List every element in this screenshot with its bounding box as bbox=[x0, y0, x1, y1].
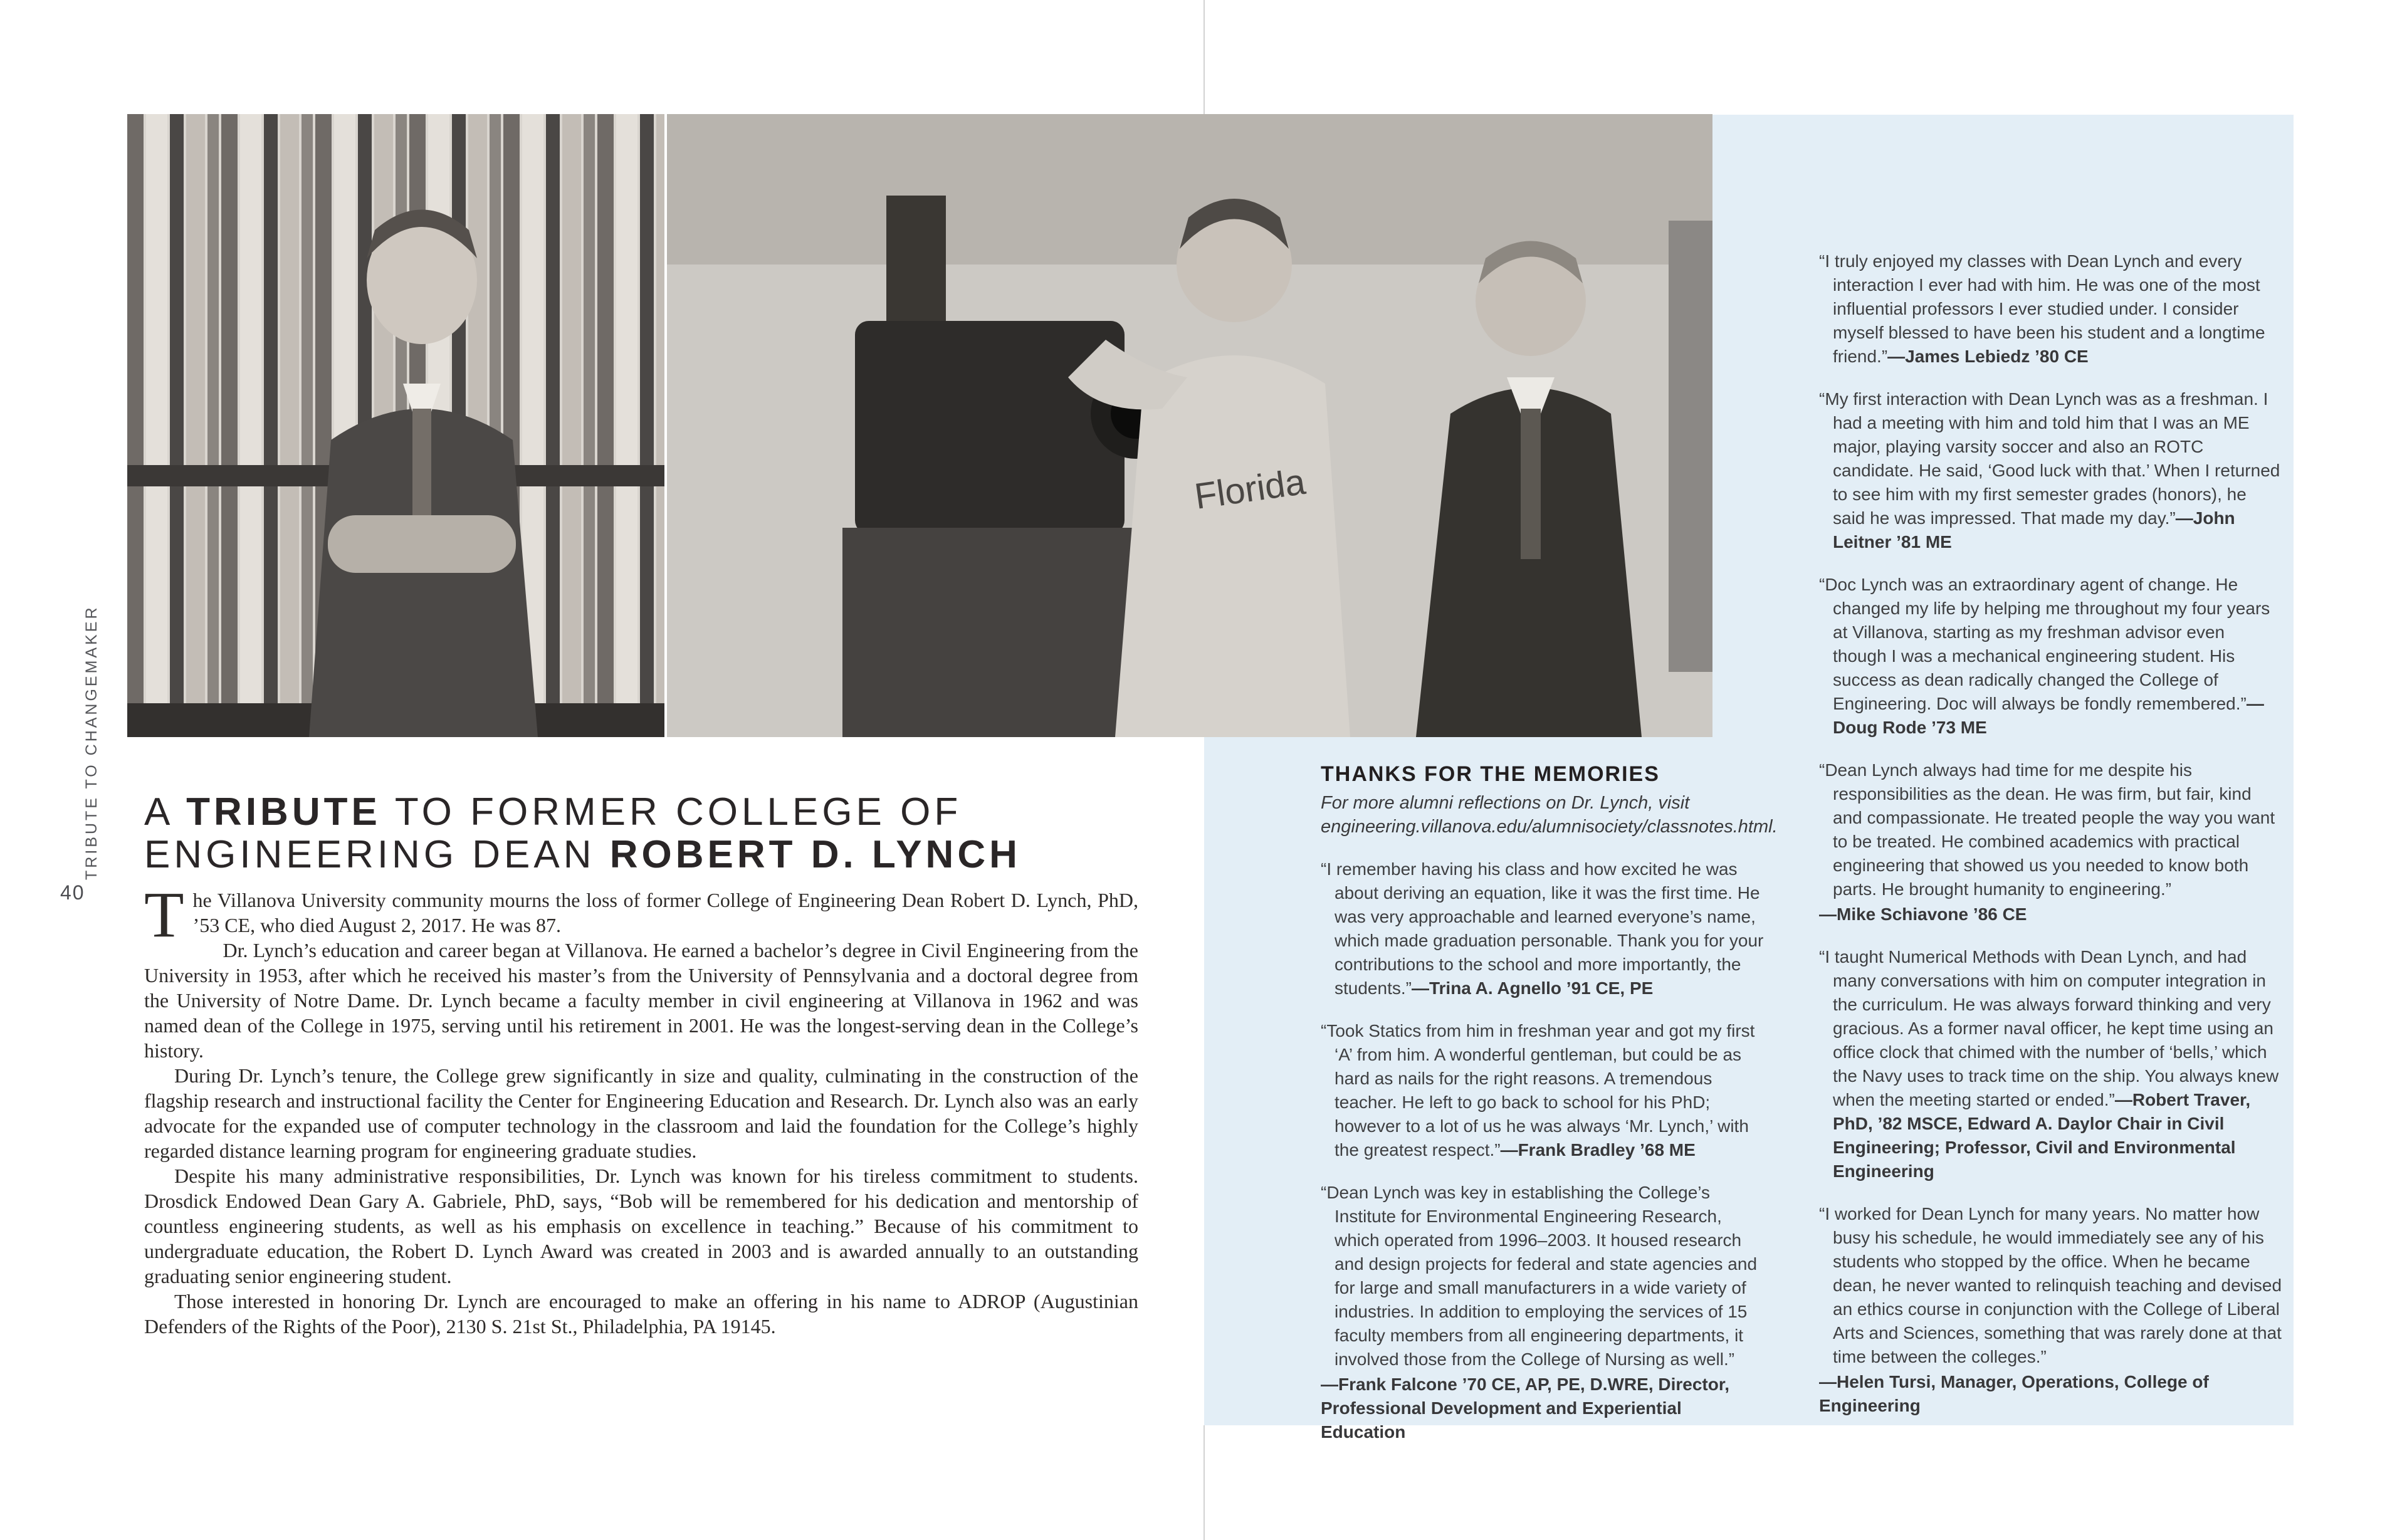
quote-attribution: —Mike Schiavone ’86 CE bbox=[1819, 904, 2027, 924]
article-title-line2: ENGINEERING DEAN ROBERT D. LYNCH bbox=[144, 833, 1021, 876]
article-title-line1: A TRIBUTE TO FORMER COLLEGE OF bbox=[144, 790, 962, 834]
article-paragraph: During Dr. Lynch’s tenure, the College grew significantly in size and quality, culminating in the construction of the flagship research and instructional facility the Center for Engineering Education and Research. Dr. Lynch also was an early advocate for the expanded use of computer technology in the classroom and laid the foundation for the College’s highly regarded distance learning program for engineering graduate studies. bbox=[144, 1064, 1138, 1162]
alumni-quote: “Doc Lynch was an extraordinary agent of change. He changed my life by helping me throughout my four years at Villanova, starting as my freshman advisor even though I was a mechanical engineering student. His success as dean radically changed the College of Engineering. Doc will always be fondly remembered.”—Doug Rode ’73 ME bbox=[1819, 575, 2270, 737]
bookshelf-portrait-illustration bbox=[127, 114, 664, 737]
drop-cap: T bbox=[144, 879, 184, 951]
quote-attribution: —Robert Traver, PhD, ’82 MSCE, Edward A. Daylor Chair in Civil Engineering; Professor, Civil and Environmental Engineering bbox=[1833, 1090, 2251, 1181]
article bbox=[144, 791, 1138, 1339]
sidebar-vertical-label: TRIBUTE TO CHANGEMAKER bbox=[83, 605, 100, 880]
article-body bbox=[144, 879, 1138, 1339]
alumni-quote: “I remember having his class and how excited he was about deriving an equation, like it was the first time. He was very approachable and learned everyone’s name, which made graduation personable. Thank you for your contributions to the school and more importantly, the students.”—Trina A. Agnello ’91 CE, PE bbox=[1321, 859, 1764, 998]
alumni-quote: “I worked for Dean Lynch for many years. No matter how busy his schedule, he would immediately see any of his students who stopped by the office. When he became dean, he never wanted to relinquish teaching and devised an ethics course in conjunction with the College of Liberal Arts and Sciences, something that was rarely done at that time between the colleges.” —Helen Tursi, Manager, Operations, College of Engineering bbox=[1819, 1202, 2283, 1418]
page-fold-line-bottom bbox=[1204, 1425, 1205, 1540]
photo-projector-scene bbox=[667, 114, 1712, 737]
quote-attribution: —John Leitner ’81 ME bbox=[1833, 508, 2235, 552]
article-title bbox=[144, 791, 1138, 876]
memories-heading: THANKS FOR THE MEMORIES bbox=[1321, 762, 1660, 786]
page-fold-line-top bbox=[1204, 0, 1205, 115]
quote-attribution: —Trina A. Agnello ’91 CE, PE bbox=[1411, 978, 1654, 998]
memories-column-left bbox=[1321, 761, 1778, 1444]
alumni-quote: “I truly enjoyed my classes with Dean Lynch and every interaction I ever had with him. He was one of the most influential professors I ever studied under. I consider myself blessed to have been his student and a longtime friend.”—James Lebiedz ’80 CE bbox=[1819, 251, 2265, 366]
quote-attribution: —Doug Rode ’73 ME bbox=[1833, 694, 2264, 737]
alumni-quote: “Took Statics from him in freshman year and got my first ‘A’ from him. A wonderful gentleman, but could be as hard as nails for the right reasons. A tremendous teacher. He left to go back to school for his PhD; however to a lot of us he was always ‘Mr. Lynch,’ with the greatest respect.”—Frank Bradley ’68 ME bbox=[1321, 1021, 1755, 1160]
alumni-quote: “I taught Numerical Methods with Dean Lynch, and had many conversations with him on computer integration in the curriculum. He was always forward thinking and very gracious. As a former naval officer, he kept time using an office clock that chimed with the number of ‘bells,’ which the Navy uses to track time on the ship. You always knew when the meeting started or ended.”—Robert Traver, PhD, ’82 MSCE, Edward A. Daylor Chair in Civil Engineering; Professor, Civil and Environmental Engineering bbox=[1819, 947, 2279, 1181]
memories-column-right bbox=[1819, 249, 2283, 1418]
quote-attribution: —Helen Tursi, Manager, Operations, College of Engineering bbox=[1819, 1372, 2209, 1415]
alumni-quote: “Dean Lynch always had time for me despite his responsibilities as the dean. He was firm, but fair, kind and compassionate. He treated people the way you want to be treated. He combined academics with practical engineering that showed us you needed to know both parts. He brought humanity to engineering.” —Mike Schiavone ’86 CE bbox=[1819, 758, 2283, 926]
quote-attribution: —James Lebiedz ’80 CE bbox=[1887, 347, 2089, 366]
memories-intro: For more alumni reflections on Dr. Lynch, visit engineering.villanova.edu/alumnisociety/classnotes.html. bbox=[1321, 793, 1778, 837]
projector-scene-illustration bbox=[667, 114, 1712, 737]
article-paragraph: Those interested in honoring Dr. Lynch are encouraged to make an offering in his name to ADROP (Augustinian Defenders of the Rights of the Poor), 2130 S. 21st St., Philadelphia, PA 19145. bbox=[144, 1290, 1138, 1338]
photo-dean-lynch-portrait bbox=[127, 114, 664, 737]
article-paragraph: The Villanova University community mourns the loss of former College of Engineering Dean Robert D. Lynch, PhD, ’53 CE, who died August 2, 2017. He was 87. bbox=[144, 879, 1138, 951]
alumni-quote: “My first interaction with Dean Lynch was as a freshman. I had a meeting with him and told him that I was an ME major, playing varsity soccer and also an ROTC candidate. He said, ‘Good luck with that.’ When I returned to see him with my first semester grades (honors), he said he was impressed. That made my day.”—John Leitner ’81 ME bbox=[1819, 389, 2280, 552]
shirt-text: Florida bbox=[1192, 461, 1308, 517]
alumni-quote: “Dean Lynch was key in establishing the College’s Institute for Environmental Engineering Research, which operated from 1996–2003. It housed research and design projects for federal and state agencies and for large and small manufacturers in a wide variety of industries. In addition to employing the services of 15 faculty members from all engineering departments, it involved those from the College of Nursing as well.” —Frank Falcone ’70 CE, AP, PE, D.WRE, Director, Professional Development and Experiential Education bbox=[1321, 1181, 1770, 1444]
article-paragraph: Dr. Lynch’s education and career began at Villanova. He earned a bachelor’s degree in Civil Engineering from the University in 1953, after which he received his master’s from the University of Pennsylvania and a doctoral degree from the University of Notre Dame. Dr. Lynch became a faculty member in civil engineering at Villanova in 1962 and was named dean of the College in 1975, serving until his retirement in 2001. He was the longest-serving dean in the College’s history. bbox=[144, 939, 1138, 1062]
quote-attribution: —Frank Bradley ’68 ME bbox=[1500, 1140, 1696, 1160]
quote-attribution: —Frank Falcone ’70 CE, AP, PE, D.WRE, Director, Professional Development and Experiential Education bbox=[1321, 1375, 1729, 1442]
page-number: 40 bbox=[60, 881, 85, 904]
article-paragraph: Despite his many administrative responsibilities, Dr. Lynch was known for his tireless commitment to students. Drosdick Endowed Dean Gary A. Gabriele, PhD, says, “Bob will be remembered for his dedication and mentorship of countless engineering students, as well as his emphasis on excellence in teaching.” Because of his commitment to undergraduate education, the Robert D. Lynch Award was created in 2003 and is awarded annually to an outstanding graduating senior engineering student. bbox=[144, 1165, 1138, 1287]
